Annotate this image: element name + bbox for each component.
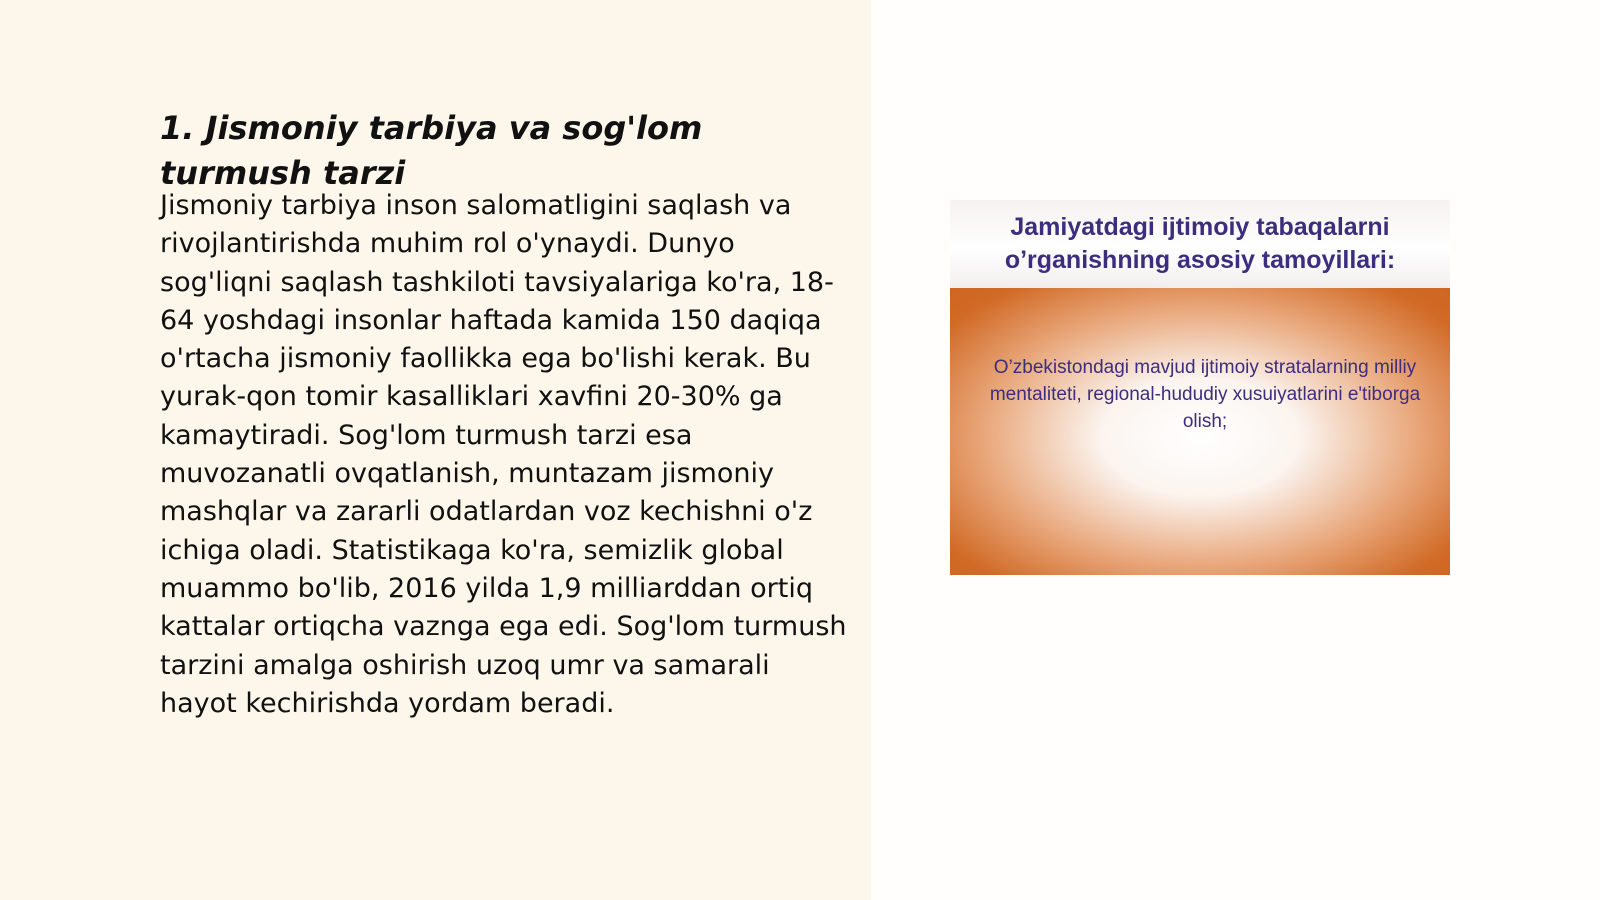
image-card-header	[950, 200, 1450, 288]
image-card	[950, 200, 1450, 575]
image-card-heading: Jamiyatdagi ijtimoiy tabaqalarni o’rganishning asosiy tamoyillari:	[1004, 213, 1396, 274]
slide-body-text: Jismoniy tarbiya inson salomatligini saqlash va rivojlantirishda muhim rol o'ynaydi. Dunyo sog'liqni saqlash tashkiloti tavsiyalariga ko'ra, 18-64 yoshdagi insonlar haftada kamida 150 daqiqa o'rtacha jismoniy faollikka ega bo'lishi kerak. Bu yurak-qon tomir kasalliklari xavfini 20-30% ga kamaytiradi. Sog'lom turmush tarzi esa muvozanatli ovqatlanish, muntazam jismoniy mashqlar va zararli odatlardan voz kechishni o'z ichiga oladi. Statistikaga ko'ra, semizlik global muammo bo'lib, 2016 yilda 1,9 milliarddan ortiq kattalar ortiqcha vaznga ega edi. Sog'lom turmush tarzini amalga oshirish uzoq umr va samarali hayot kechirishda yordam beradi.	[160, 190, 847, 719]
slide-title: 1. Jismoniy tarbiya va sog'lom turmush tarzi	[160, 109, 703, 192]
image-card-text: O’zbekistondagi mavjud ijtimoiy stratalarning milliy mentaliteti, regional-hududiy xusuiyatlarini e'tiborga olish;	[989, 357, 1421, 432]
image-card-box	[950, 288, 1450, 575]
